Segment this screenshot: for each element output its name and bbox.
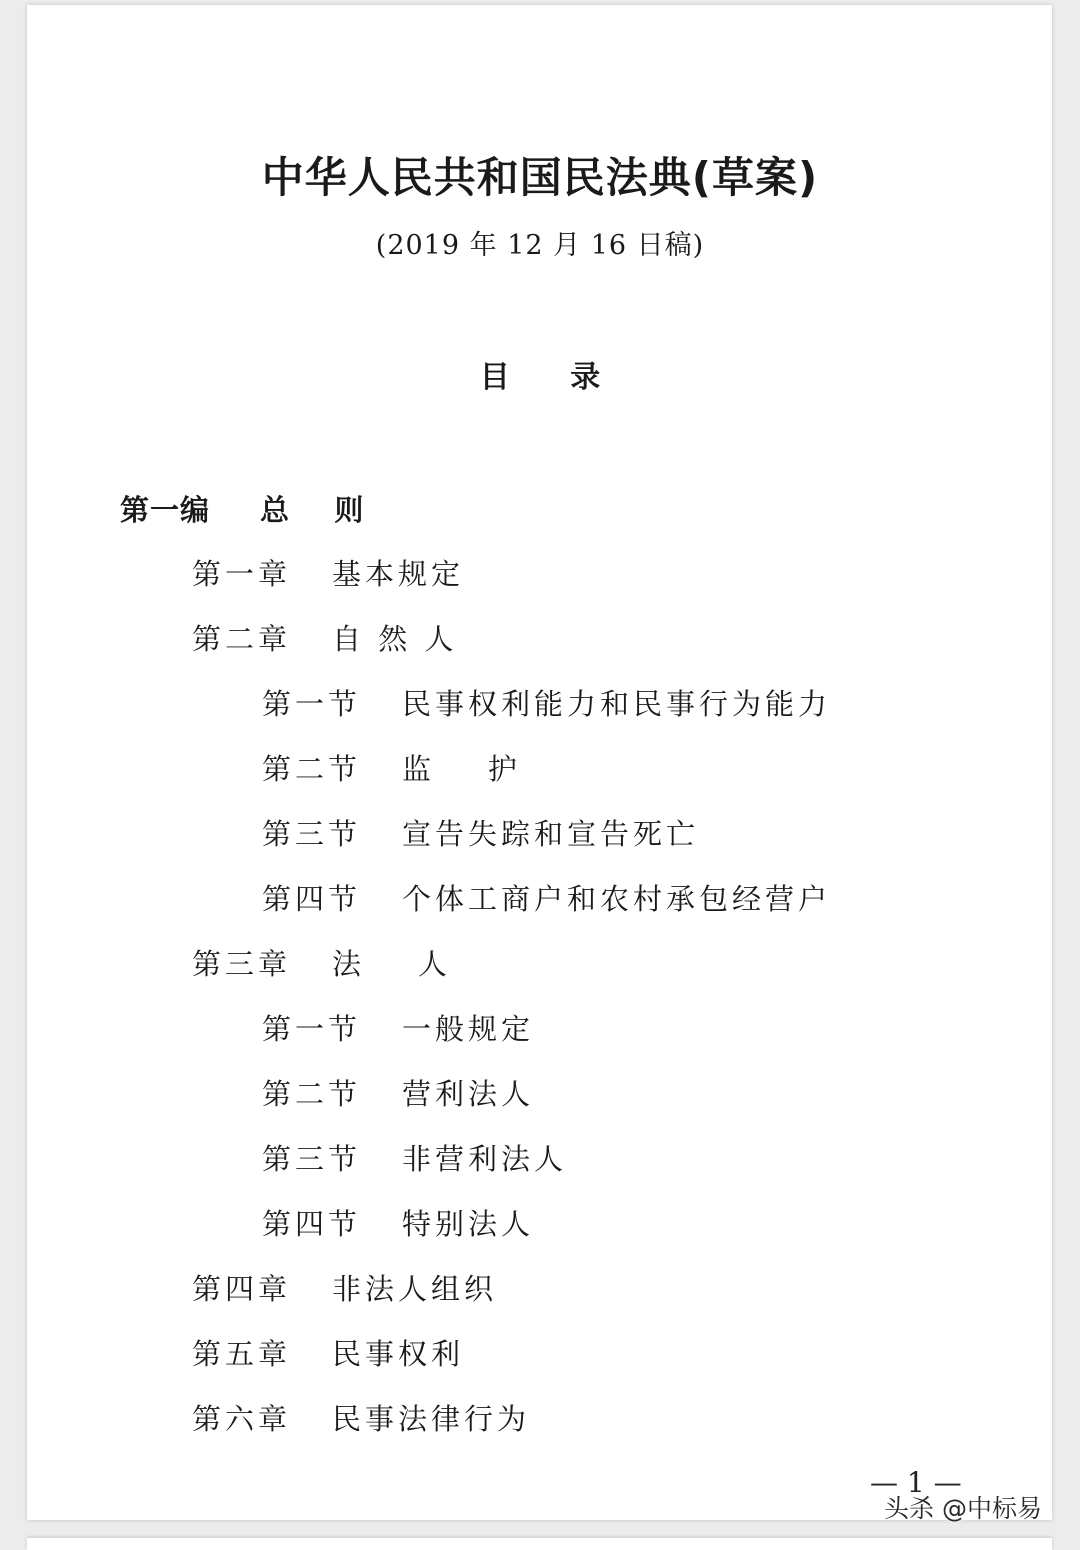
toc-section bbox=[262, 749, 521, 789]
toc-section bbox=[262, 1204, 534, 1244]
toc-number: 第四章 bbox=[192, 1272, 292, 1306]
toc-title: 基本规定 bbox=[332, 557, 465, 591]
toc-title: 非法人组织 bbox=[332, 1272, 498, 1306]
toc-title: 自 然 人 bbox=[332, 622, 458, 656]
toc-number: 第三章 bbox=[192, 947, 292, 981]
toc-number: 第四节 bbox=[262, 882, 362, 916]
toc-chapter bbox=[192, 619, 457, 659]
toc-title: 民事法律行为 bbox=[332, 1402, 531, 1436]
toc-section bbox=[262, 814, 699, 854]
toc-title: 民事权利 bbox=[332, 1337, 465, 1371]
toc-number: 第五章 bbox=[192, 1337, 292, 1371]
toc-title: 特别法人 bbox=[402, 1207, 535, 1241]
toc-chapter bbox=[192, 554, 464, 594]
toc-number: 第一节 bbox=[262, 1012, 362, 1046]
document-subtitle: (2019 年 12 月 16 日稿) bbox=[375, 230, 705, 261]
toc-chapter bbox=[192, 944, 451, 984]
document-title: 中华人民共和国民法典(草案) bbox=[261, 153, 819, 202]
toc-part bbox=[120, 490, 364, 530]
page-number: — 1 — bbox=[870, 1466, 962, 1499]
toc-section bbox=[262, 879, 831, 919]
toc-section bbox=[262, 1139, 567, 1179]
toc-title: 个体工商户和农村承包经营户 bbox=[402, 882, 832, 916]
next-page-edge bbox=[27, 1538, 1052, 1550]
toc-title: 总 则 bbox=[260, 493, 365, 527]
toc-title: 法 人 bbox=[332, 947, 451, 981]
toc-number: 第一节 bbox=[262, 687, 362, 721]
toc-chapter bbox=[192, 1334, 464, 1374]
toc-section bbox=[262, 684, 831, 724]
toc-chapter bbox=[192, 1399, 530, 1439]
toc-title: 宣告失踪和宣告死亡 bbox=[402, 817, 700, 851]
toc-number: 第三节 bbox=[262, 1142, 362, 1176]
toc-title: 非营利法人 bbox=[402, 1142, 568, 1176]
toc-number: 第一编 bbox=[120, 493, 211, 527]
toc-title: 监 护 bbox=[402, 752, 521, 786]
toc-title: 营利法人 bbox=[402, 1077, 535, 1111]
toc-number: 第二节 bbox=[262, 1077, 362, 1111]
toc-number: 第二章 bbox=[192, 622, 292, 656]
toc-number: 第一章 bbox=[192, 557, 292, 591]
toc-number: 第三节 bbox=[262, 817, 362, 851]
toc-section bbox=[262, 1074, 534, 1114]
toc-number: 第二节 bbox=[262, 752, 362, 786]
toc-heading: 目 录 bbox=[479, 360, 601, 395]
toc-chapter bbox=[192, 1269, 497, 1309]
toc-section bbox=[262, 1009, 534, 1049]
toc-number: 第六章 bbox=[192, 1402, 292, 1436]
toc-title: 民事权利能力和民事行为能力 bbox=[402, 687, 832, 721]
watermark: 头杀 @中标易 bbox=[884, 1494, 1042, 1523]
toc-number: 第四节 bbox=[262, 1207, 362, 1241]
toc-title: 一般规定 bbox=[402, 1012, 535, 1046]
